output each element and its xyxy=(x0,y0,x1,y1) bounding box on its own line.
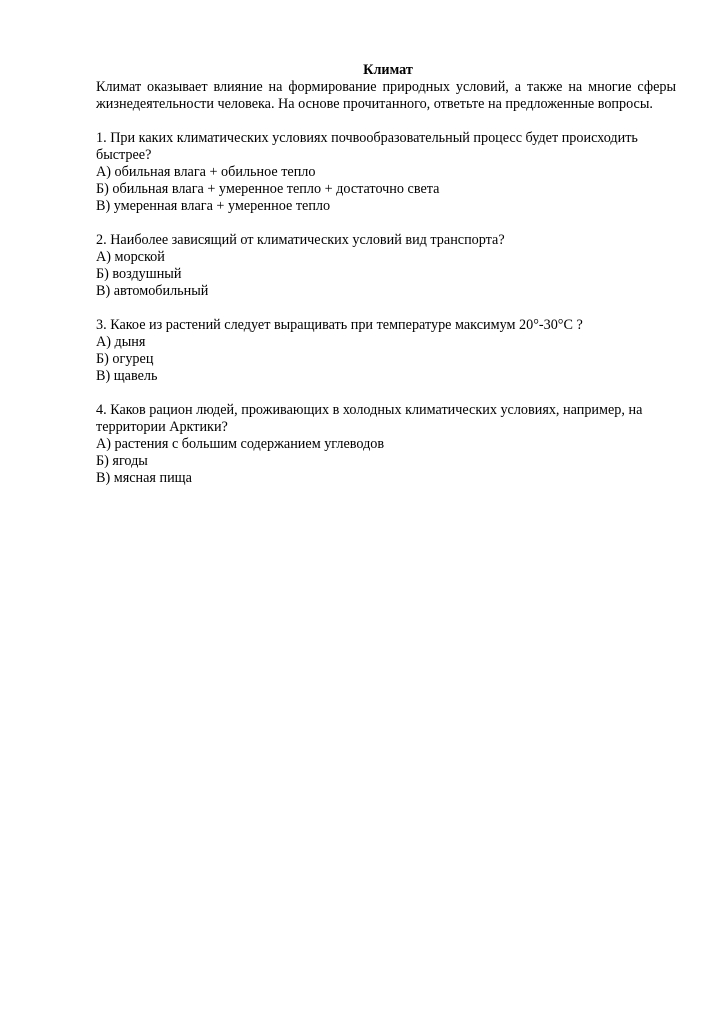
answer-option: В) мясная пища xyxy=(96,470,192,486)
question-4 xyxy=(96,402,676,487)
document-title: Климат xyxy=(363,62,413,78)
question-2 xyxy=(96,232,676,300)
answer-option: А) морской xyxy=(96,249,165,265)
answer-option: Б) обильная влага + умеренное тепло + достаточно света xyxy=(96,181,440,197)
answer-option: А) обильная влага + обильное тепло xyxy=(96,164,316,180)
answer-option: А) растения с большим содержанием углеводов xyxy=(96,436,385,452)
intro-paragraph: Климат оказывает влияние на формирование природных условий, а также на многие сферы жизнедеятельности человека. На основе прочитанного, ответьте на предложенные вопросы. xyxy=(96,79,676,112)
answer-option: Б) воздушный xyxy=(96,266,182,282)
answer-option: В) щавель xyxy=(96,368,158,384)
answer-option: Б) огурец xyxy=(96,351,154,367)
answer-option: А) дыня xyxy=(96,334,146,350)
question-3 xyxy=(96,317,676,385)
document-page xyxy=(96,62,676,487)
answer-option: В) умеренная влага + умеренное тепло xyxy=(96,198,331,214)
answer-option: Б) ягоды xyxy=(96,453,148,469)
question-text: 2. Наиболее зависящий от климатических условий вид транспорта? xyxy=(96,232,505,248)
question-text: 1. При каких климатических условиях почвообразовательный процесс будет происходить быстрее? xyxy=(96,130,638,163)
question-1 xyxy=(96,130,676,215)
answer-option: В) автомобильный xyxy=(96,283,209,299)
question-text: 3. Какое из растений следует выращивать при температуре максимум 20°-30°С ? xyxy=(96,317,583,333)
question-text: 4. Каков рацион людей, проживающих в холодных климатических условиях, например, на территории Арктики? xyxy=(96,402,643,435)
